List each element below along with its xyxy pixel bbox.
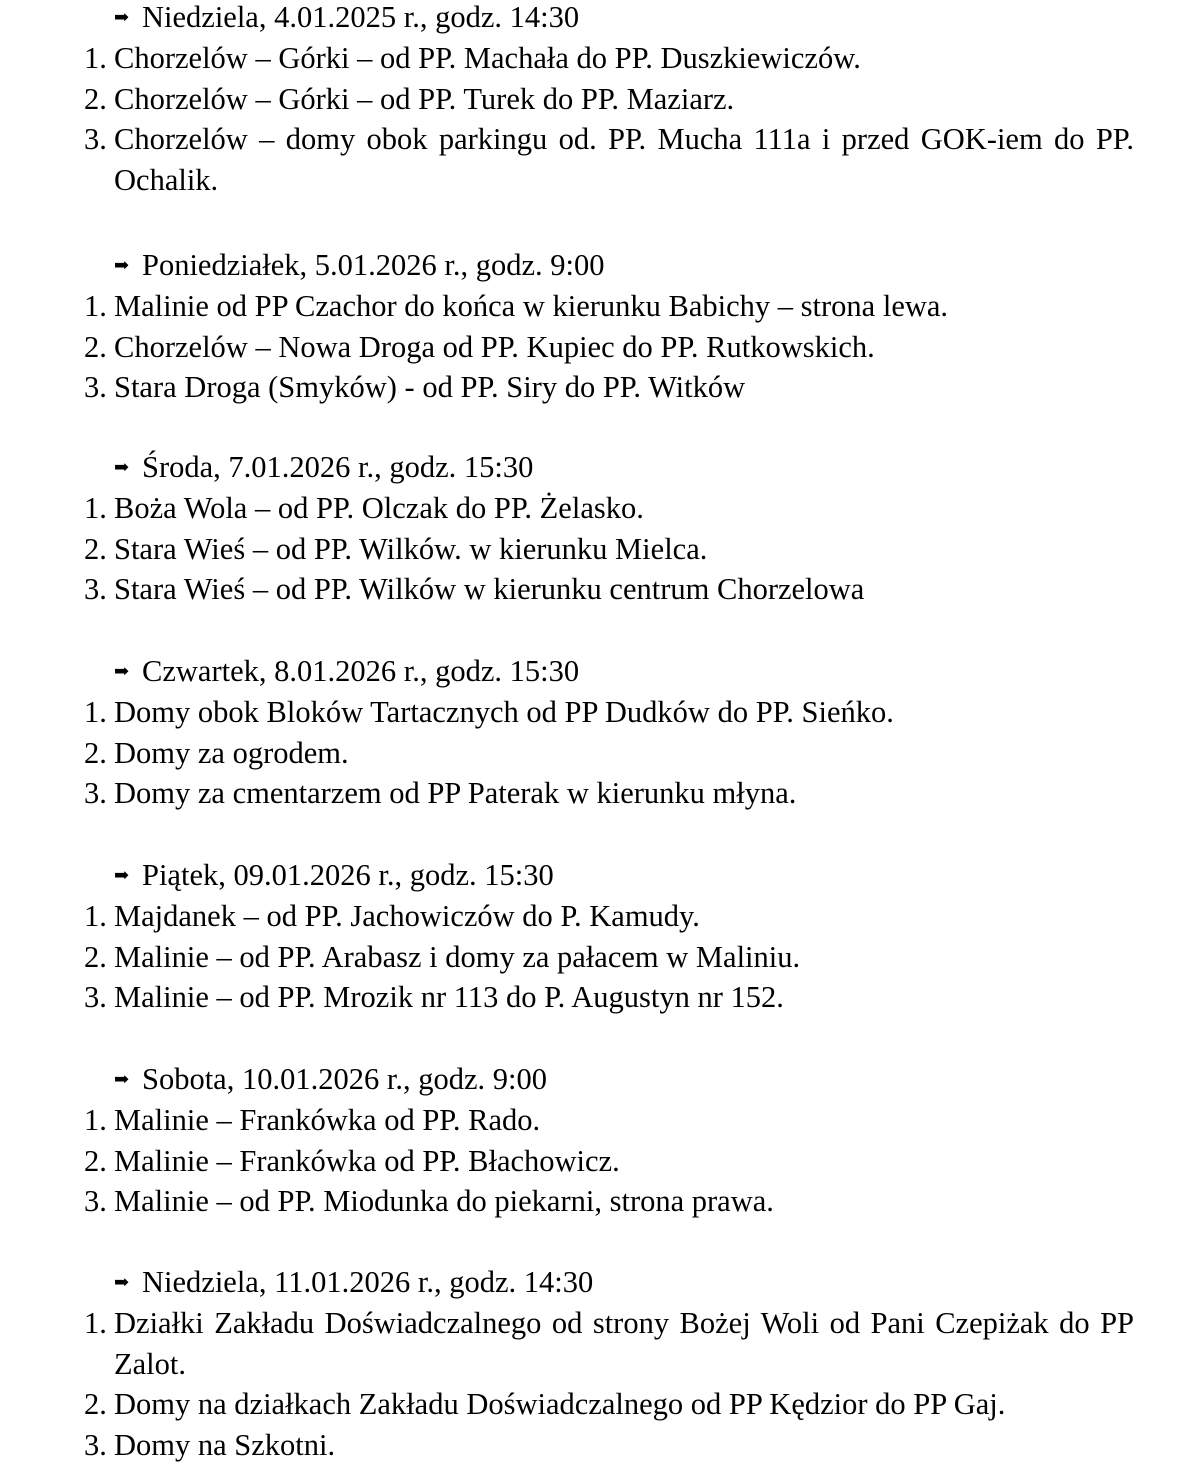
- section-heading: [114, 0, 579, 34]
- item-number: 2.: [84, 939, 107, 974]
- item-text: Domy na działkach Zakładu Doświadczalnego od PP Kędzior do PP Gaj.: [114, 1387, 1006, 1421]
- arrow-right-icon: ➡: [114, 457, 130, 477]
- arrow-right-icon: ➡: [114, 865, 130, 885]
- list-item: [0, 488, 1190, 529]
- list-item: [0, 286, 1190, 327]
- list-item: [0, 733, 1190, 774]
- item-text: Chorzelów – Nowa Droga od PP. Kupiec do PP. Rutkowskich.: [114, 329, 875, 364]
- item-list: [0, 286, 1190, 408]
- item-number: 1.: [84, 289, 107, 323]
- list-item: [0, 896, 1190, 937]
- item-text: Stara Droga (Smyków) - od PP. Siry do PP. Witków: [114, 370, 746, 404]
- item-text: Boża Wola – od PP. Olczak do PP. Żelasko.: [114, 491, 644, 525]
- item-number: 3.: [84, 122, 107, 156]
- list-item: [0, 327, 1190, 368]
- list-item: [0, 119, 1190, 200]
- item-number: 3.: [84, 980, 107, 1014]
- list-item: [0, 977, 1190, 1018]
- item-number: 3.: [84, 776, 107, 810]
- arrow-right-icon: ➡: [114, 255, 130, 275]
- item-number: 2.: [84, 81, 107, 116]
- item-number: 3.: [84, 1184, 107, 1218]
- heading-text: Czwartek, 8.01.2026 r., godz. 15:30: [142, 654, 580, 688]
- item-text: Domy obok Bloków Tartacznych od PP Dudków do PP. Sieńko.: [114, 695, 894, 729]
- list-item: [0, 1425, 1190, 1466]
- arrow-right-icon: ➡: [114, 661, 130, 681]
- item-text: Domy na Szkotni.: [114, 1427, 336, 1462]
- heading-text: Poniedziałek, 5.01.2026 r., godz. 9:00: [142, 248, 605, 282]
- arrow-right-icon: ➡: [114, 7, 130, 27]
- item-number: 1.: [84, 1103, 107, 1137]
- item-list: [0, 896, 1190, 1018]
- heading-text: Środa, 7.01.2026 r., godz. 15:30: [142, 450, 534, 484]
- arrow-right-icon: ➡: [114, 1272, 130, 1292]
- item-text: Malinie – Frankówka od PP. Błachowicz.: [114, 1143, 620, 1178]
- arrow-right-icon: ➡: [114, 1069, 130, 1089]
- item-text: Chorzelów – Górki – od PP. Machała do PP. Duszkiewiczów.: [114, 41, 861, 75]
- item-number: 2.: [84, 329, 107, 364]
- item-text: Stara Wieś – od PP. Wilków w kierunku centrum Chorzelowa: [114, 572, 865, 606]
- item-list: [0, 38, 1190, 200]
- list-item: [0, 773, 1190, 814]
- list-item: [0, 569, 1190, 610]
- list-item: [0, 529, 1190, 570]
- item-list: [0, 488, 1190, 610]
- list-item: [0, 367, 1190, 408]
- section-heading: [114, 654, 579, 688]
- heading-text: Niedziela, 4.01.2025 r., godz. 14:30: [142, 0, 580, 34]
- list-item: [0, 1100, 1190, 1141]
- list-item: [0, 79, 1190, 120]
- item-number: 1.: [84, 1306, 107, 1340]
- item-number: 2.: [84, 1387, 107, 1421]
- list-item: [0, 38, 1190, 79]
- list-item: [0, 1141, 1190, 1182]
- item-text: Malinie – od PP. Miodunka do piekarni, strona prawa.: [114, 1184, 774, 1218]
- item-text: Majdanek – od PP. Jachowiczów do P. Kamudy.: [114, 899, 700, 933]
- section-heading: [114, 1265, 593, 1299]
- item-number: 1.: [84, 899, 107, 933]
- item-text: Stara Wieś – od PP. Wilków. w kierunku Mielca.: [114, 531, 708, 566]
- item-list: [0, 692, 1190, 814]
- list-item: [0, 1181, 1190, 1222]
- item-list: [0, 1100, 1190, 1222]
- item-number: 2.: [84, 531, 107, 566]
- item-number: 1.: [84, 695, 107, 729]
- item-number: 1.: [84, 41, 107, 75]
- item-number: 3.: [84, 370, 107, 404]
- heading-text: Piątek, 09.01.2026 r., godz. 15:30: [142, 858, 554, 892]
- item-number: 3.: [84, 572, 107, 606]
- item-text: Malinie – od PP. Mrozik nr 113 do P. Augustyn nr 152.: [114, 980, 784, 1014]
- item-number: 3.: [84, 1427, 107, 1462]
- item-text: Chorzelów – Górki – od PP. Turek do PP. Maziarz.: [114, 81, 735, 116]
- item-number: 1.: [84, 491, 107, 525]
- item-text: Malinie od PP Czachor do końca w kierunku Babichy – strona lewa.: [114, 289, 949, 323]
- item-text: Domy za cmentarzem od PP Paterak w kierunku młyna.: [114, 776, 797, 810]
- item-text: Malinie – od PP. Arabasz i domy za pałacem w Maliniu.: [114, 939, 801, 974]
- section-heading: [114, 248, 605, 282]
- heading-text: Sobota, 10.01.2026 r., godz. 9:00: [142, 1062, 547, 1096]
- item-number: 2.: [84, 1143, 107, 1178]
- list-item: [0, 1384, 1190, 1425]
- list-item: [0, 937, 1190, 978]
- list-item: [0, 1303, 1190, 1384]
- heading-text: Niedziela, 11.01.2026 r., godz. 14:30: [142, 1265, 594, 1299]
- section-heading: [114, 1062, 547, 1096]
- item-text: Malinie – Frankówka od PP. Rado.: [114, 1103, 541, 1137]
- item-text: Chorzelów – domy obok parkingu od. PP. Mucha 111a i przed GOK-iem do PP. Ochalik.: [114, 122, 1134, 197]
- item-list: [0, 1303, 1190, 1465]
- item-text: Domy za ogrodem.: [114, 735, 349, 770]
- item-text: Działki Zakładu Doświadczalnego od strony Bożej Woli od Pani Czepiżak do PP Zalot.: [114, 1306, 1134, 1381]
- section-heading: [114, 858, 554, 892]
- section-heading: [114, 450, 533, 484]
- list-item: [0, 692, 1190, 733]
- item-number: 2.: [84, 735, 107, 770]
